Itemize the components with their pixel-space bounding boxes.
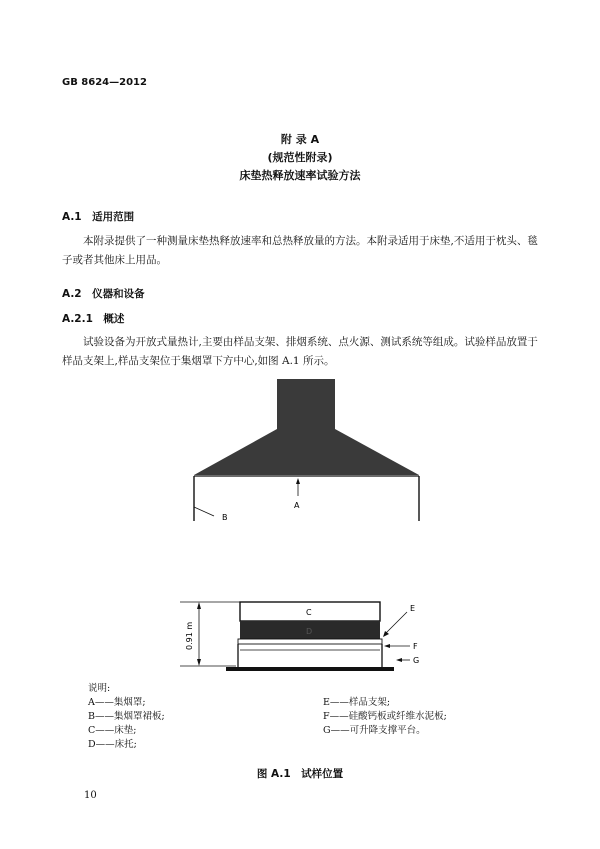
legend-title: 说明:: [88, 683, 111, 694]
section-heading-a2: A.2 仪器和设备: [62, 288, 145, 300]
legend-item-g: G——可升降支撑平台。: [323, 725, 426, 736]
page-number: 10: [84, 790, 97, 801]
label-f: F: [413, 642, 418, 651]
appendix-subtitle: (规范性附录): [267, 151, 333, 164]
dim-arrow-top: [197, 602, 201, 609]
label-b: B: [222, 513, 228, 522]
label-e: E: [410, 604, 416, 613]
legend-item-c: C——床垫;: [88, 725, 137, 736]
legend-item-d: D——床托;: [88, 739, 137, 750]
appendix-title: 附 录 A: [280, 133, 320, 146]
appendix-name: 床垫热释放速率试验方法: [239, 169, 361, 182]
standard-code: GB 8624—2012: [62, 77, 147, 88]
section-heading-a1: A.1 适用范围: [62, 211, 135, 223]
dim-arrow-bottom: [197, 659, 201, 666]
figure-caption: 图 A.1 试样位置: [256, 768, 344, 780]
label-a-arrowhead: [296, 478, 300, 484]
hood-chimney: [277, 379, 335, 431]
label-a: A: [294, 501, 300, 510]
label-c: C: [306, 608, 312, 617]
section-a1-paragraph: 本附录提供了一种测量床垫热释放速率和总热释放量的方法。本附录适用于床垫,不适用于枕头、毯子或者其他床上用品。: [62, 235, 538, 266]
legend-item-e: E——样品支架;: [323, 697, 391, 708]
board-rect: [238, 639, 382, 644]
label-d: D: [306, 627, 313, 636]
section-a21-paragraph: 试验设备为开放式量热计,主要由样品支架、排烟系统、点火源、测试系统等组成。试验样品放置于样品支架上,样品支架位于集烟罩下方中心,如图 A.1 所示。: [62, 336, 538, 367]
label-e-arrowhead: [383, 631, 389, 637]
label-g: G: [413, 656, 420, 665]
hood-body: [194, 429, 419, 475]
legend-item-a: A——集烟罩;: [88, 697, 146, 708]
platform-rect: [226, 667, 394, 671]
label-e-leader: [385, 612, 407, 634]
label-b-leader: [194, 507, 214, 516]
height-dimension-label: 0.91 m: [185, 621, 194, 650]
label-f-arrowhead: [384, 644, 390, 648]
section-heading-a21: A.2.1 概述: [62, 313, 125, 325]
legend-item-b: B——集烟罩裙板;: [88, 711, 165, 722]
label-g-arrowhead: [396, 658, 402, 662]
legend-item-f: F——硅酸钙板或纤维水泥板;: [323, 711, 447, 722]
